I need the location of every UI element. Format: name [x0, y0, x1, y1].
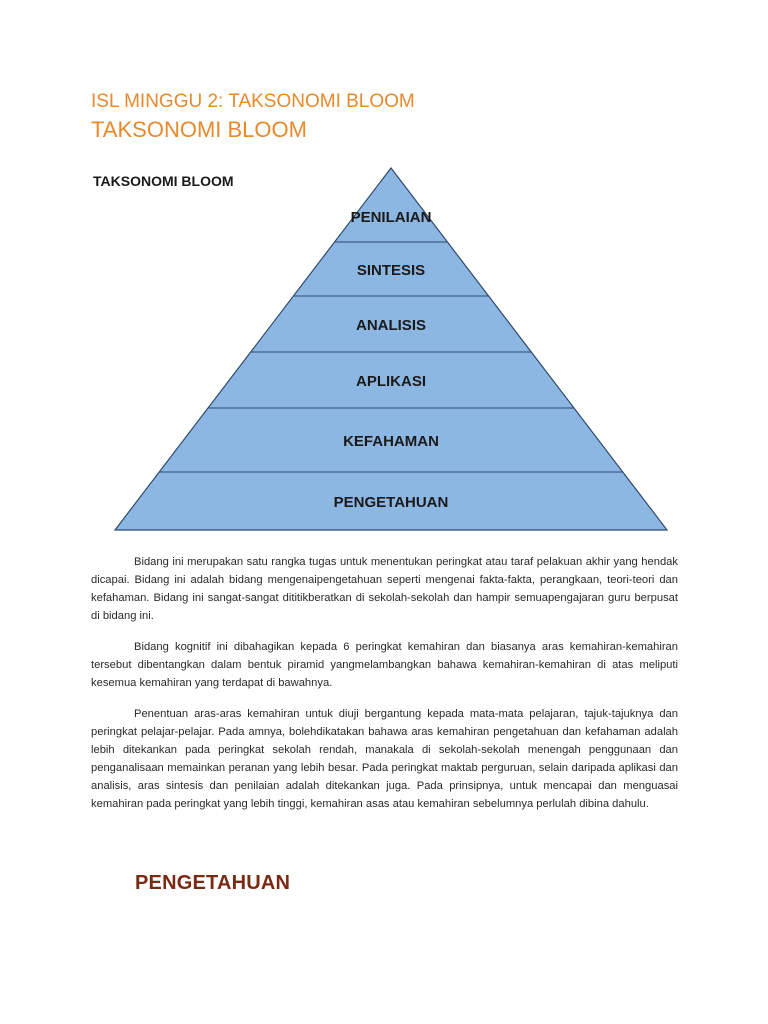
bloom-pyramid-figure	[85, 160, 685, 540]
pyramid-level-label: KEFAHAMAN	[343, 433, 439, 450]
section-heading: PENGETAHUAN	[135, 872, 291, 894]
body-text	[91, 553, 678, 826]
figure-caption: TAKSONOMI BLOOM	[93, 173, 234, 189]
paragraph: Bidang ini merupakan satu rangka tugas untuk menentukan peringkat atau taraf pelakuan akhir yang hendak dicapai. Bidang ini adalah bidang mengenaipengetahuan seperti mengenai fakta-fakta, perangkaan, teori-teori dan kefahaman. Bidang ini sangat-sangat dititikberatkan di sekolah-sekolah dan hampir semuapengajaran guru berpusat di bidang ini.	[91, 556, 678, 622]
pyramid-level-label: ANALISIS	[355, 317, 427, 334]
pyramid-level-label: PENILAIAN	[350, 209, 432, 226]
pyramid-level-label: SINTESIS	[356, 262, 426, 279]
page-subtitle: TAKSONOMI BLOOM	[91, 117, 307, 142]
page-title: ISL MINGGU 2: TAKSONOMI BLOOM	[91, 91, 415, 112]
pyramid-level-label: PENGETAHUAN	[333, 494, 449, 511]
paragraph: Bidang kognitif ini dibahagikan kepada 6 peringkat kemahiran dan biasanya aras kemahiran-kemahiran tersebut dibentangkan dalam bentuk piramid yangmelambangkan bahawa kemahiran-kemahiran di atas meliputi kesemua kemahiran yang terdapat di bawahnya.	[91, 641, 678, 689]
pyramid-level-label: APLIKASI	[355, 373, 427, 390]
bloom-pyramid	[85, 160, 685, 540]
paragraph: Penentuan aras-aras kemahiran untuk diuji bergantung kepada mata-mata pelajaran, tajuk-tajuknya dan peringkat pelajar-pelajar. Pada amnya, bolehdikatakan bahawa aras kemahiran pengetahuan dan kefahaman adalah lebih ditekankan pada peringkat sekolah rendah, manakala di sekolah-sekolah menengah penggunaan dan penganalisaan memainkan peranan yang lebih besar. Pada peringkat maktab perguruan, selain daripada aplikasi dan analisis, aras sintesis dan penilaian adalah ditekankan juga. Pada prinsipnya, untuk mencapai dan menguasai kemahiran pada peringkat yang lebih tinggi, kemahiran asas atau kemahiran sebelumnya perlulah dibina dahulu.	[91, 708, 678, 810]
document-header	[91, 90, 415, 144]
pyramid-layers	[115, 168, 667, 530]
